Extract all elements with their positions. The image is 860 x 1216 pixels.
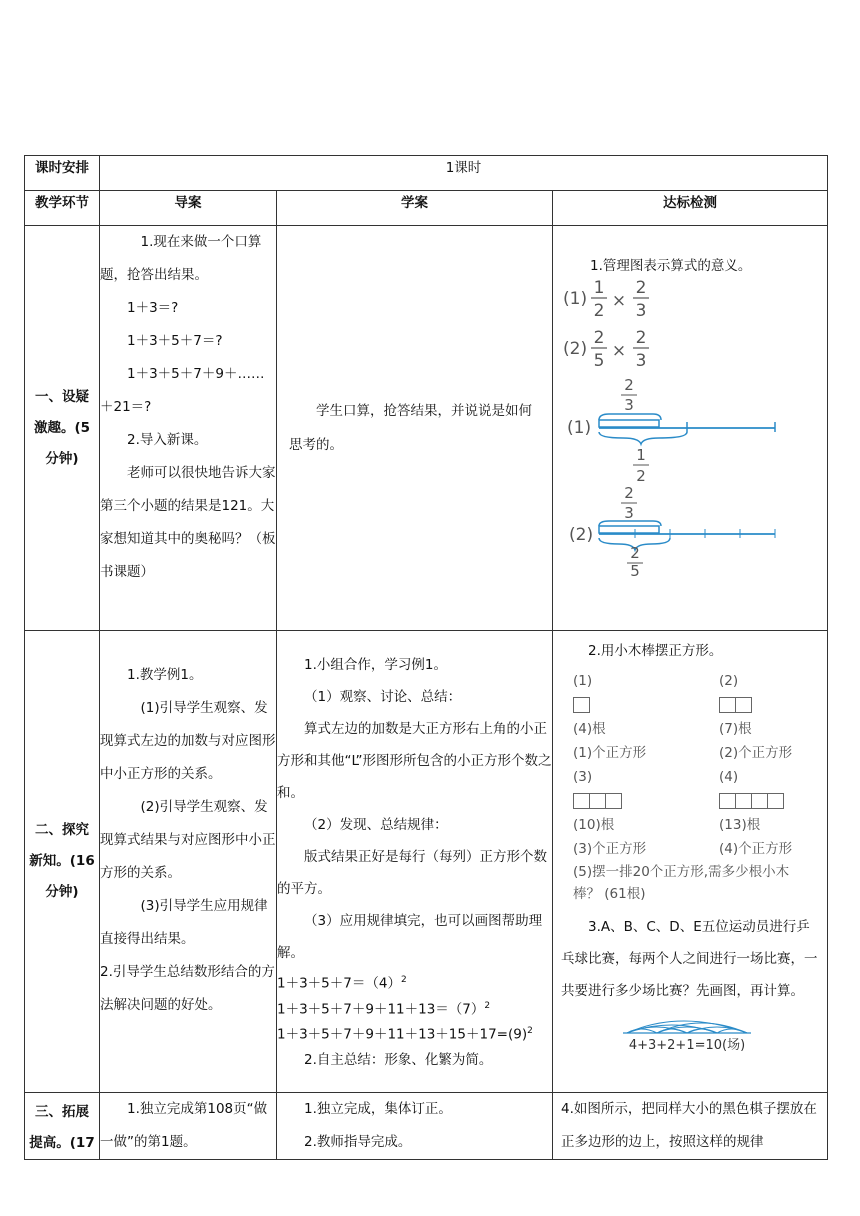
stage-2-study (277, 631, 553, 1093)
study-line: （3）应用规律填完，也可以画图帮助理解。 (277, 913, 543, 961)
fig-item: (1)个正方形 (573, 745, 647, 761)
stage-row-3 (25, 1093, 828, 1160)
stage-3-label: 三、拓展提高。(17 (25, 1093, 100, 1160)
stage-header: 教学环节 (25, 191, 100, 226)
stick-squares-figure (561, 669, 821, 861)
frac-numerator: 2 (635, 278, 647, 298)
squares-4 (719, 789, 819, 813)
stage-2-label: 二、探究新知。(16分钟) (25, 631, 100, 1093)
expr1-label: (1) (563, 289, 588, 309)
squares-2 (719, 693, 819, 717)
stage-3-check (553, 1093, 828, 1160)
times-sign: × (611, 291, 627, 311)
guide-line: 2.引导学生总结数形结合的方法解决问题的好处。 (100, 964, 275, 1013)
fig-item: (2) (719, 673, 739, 689)
schedule-label: 课时安排 (25, 156, 100, 191)
fig-item: (4)个正方形 (719, 841, 793, 857)
stage-row-2 (25, 631, 828, 1093)
column-header-row (25, 191, 828, 226)
fraction-diagram (563, 278, 818, 578)
fig-item: (7)根 (719, 721, 752, 737)
fig2-top-denominator: 3 (624, 504, 634, 522)
check-question-1: 1.管理图表示算式的意义。 (590, 258, 752, 274)
times-sign: × (611, 341, 627, 361)
fig-item: (4)根 (573, 721, 606, 737)
guide-line: 1.独立完成第108页“做一做”的第1题。 (100, 1101, 268, 1150)
fig-item: (13)根 (719, 817, 761, 833)
fig-item: (4) (719, 769, 739, 785)
equation-3: $1+3+5+7+9+11+13+15+17=(9)^2$ (277, 1026, 533, 1043)
frac-numerator: 2 (635, 328, 647, 348)
fig1-label: (1) (567, 418, 592, 438)
fig-item: (10)根 (573, 817, 615, 833)
frac-denominator: 5 (593, 351, 605, 371)
stage-row-1 (25, 226, 828, 631)
frac-denominator: 3 (635, 351, 647, 371)
guide-line: 老师可以很快地告诉大家第三个小题的结果是121。大家想知道其中的奥秘吗？（板书课题） (100, 465, 276, 580)
guide-line: 2.导入新课。 (127, 432, 208, 448)
guide-header: 导案 (100, 191, 277, 226)
match-formula: 4+3+2+1=10(场) (628, 1038, 746, 1051)
guide-line: 1＋3＋5＋7＋9＋……＋21＝? (100, 366, 265, 415)
stage-1-study (277, 226, 553, 631)
study-line: （2）发现、总结规律： (304, 817, 448, 833)
study-line: 算式左边的加数是大正方形右上角的小正方形和其他“L”形图形所包含的小正方形个数之和。 (277, 721, 552, 801)
study-line: 1.小组合作，学习例1。 (304, 657, 447, 673)
check-question-3: 3.A、B、C、D、E五位运动员进行乒乓球比赛，每两个人之间进行一场比赛，一共要进行多少场比赛？先画图，再计算。 (561, 919, 818, 999)
fig2-top-numerator: 2 (624, 484, 634, 502)
equation-1: $1+3+5+7=(4)^2$ (277, 975, 407, 992)
stage-2-guide (100, 631, 277, 1093)
study-line: 1.独立完成，集体订正。 (304, 1101, 452, 1117)
fig2-bottom-numerator: 2 (630, 544, 640, 562)
study-summary: 2.自主总结：形象、化繁为简。 (304, 1051, 493, 1068)
guide-line: 1.教学例1。 (127, 667, 203, 683)
guide-line: 1.现在来做一个口算题，抢答出结果。 (100, 234, 262, 283)
schedule-value: 1课时 (100, 156, 828, 191)
fig1-bottom-denominator: 2 (636, 467, 646, 485)
check-question-4: 4.如图所示，把同样大小的黑色棋子摆放在正多边形的边上，按照这样的规律 (561, 1101, 817, 1150)
check-header: 达标检测 (553, 191, 828, 226)
lesson-plan-table (24, 155, 828, 1160)
stage-1-check (553, 226, 828, 631)
schedule-row (25, 156, 828, 191)
match-diagram (561, 1007, 816, 1051)
guide-line: 1＋3＝? (127, 300, 179, 316)
stage-2-check (553, 631, 828, 1093)
study-text: 学生口算，抢答结果，并说说是如何思考的。 (289, 403, 532, 453)
fig-item: (1) (573, 673, 593, 689)
guide-line: 1＋3＋5＋7＝? (127, 333, 223, 349)
frac-numerator: 1 (593, 278, 605, 298)
fig-item: (3) (573, 769, 593, 785)
equation-2: $1+3+5+7+9+11+13=(7)^2$ (277, 1000, 491, 1017)
study-line: 2.教师指导完成。 (304, 1134, 412, 1150)
squares-1 (573, 693, 719, 717)
frac-denominator: 2 (593, 301, 605, 321)
guide-line: (1)引导学生观察、发现算式左边的加数与对应图形中小正方形的关系。 (100, 700, 276, 782)
check-question-2: 2.用小木棒摆正方形。 (588, 643, 723, 659)
stage-1-guide (100, 226, 277, 631)
expr2-label: (2) (563, 339, 588, 359)
study-line: 版式结果正好是每行（每列）正方形个数的平方。 (277, 849, 547, 897)
fig-item-5: (5)摆一排20个正方形,需多少根小木棒？ (61根) (573, 864, 790, 902)
fig1-top-denominator: 3 (624, 396, 634, 414)
guide-line: (2)引导学生观察、发现算式结果与对应图形中小正方形的关系。 (100, 799, 276, 881)
frac-numerator: 2 (593, 328, 605, 348)
guide-line: (3)引导学生应用规律直接得出结果。 (100, 898, 268, 947)
stage-3-guide (100, 1093, 277, 1160)
fig-item: (2)个正方形 (719, 745, 793, 761)
frac-denominator: 3 (635, 301, 647, 321)
fig2-bottom-denominator: 5 (630, 562, 640, 578)
fig-item: (3)个正方形 (573, 841, 647, 857)
study-line: （1）观察、讨论、总结： (304, 689, 462, 705)
fig2-label: (2) (569, 525, 594, 545)
fig1-top-numerator: 2 (624, 376, 634, 394)
stage-3-study (277, 1093, 553, 1160)
fig1-bottom-numerator: 1 (636, 446, 646, 464)
squares-3 (573, 789, 719, 813)
stage-1-label: 一、设疑激趣。(5分钟) (25, 226, 100, 631)
study-header: 学案 (277, 191, 553, 226)
